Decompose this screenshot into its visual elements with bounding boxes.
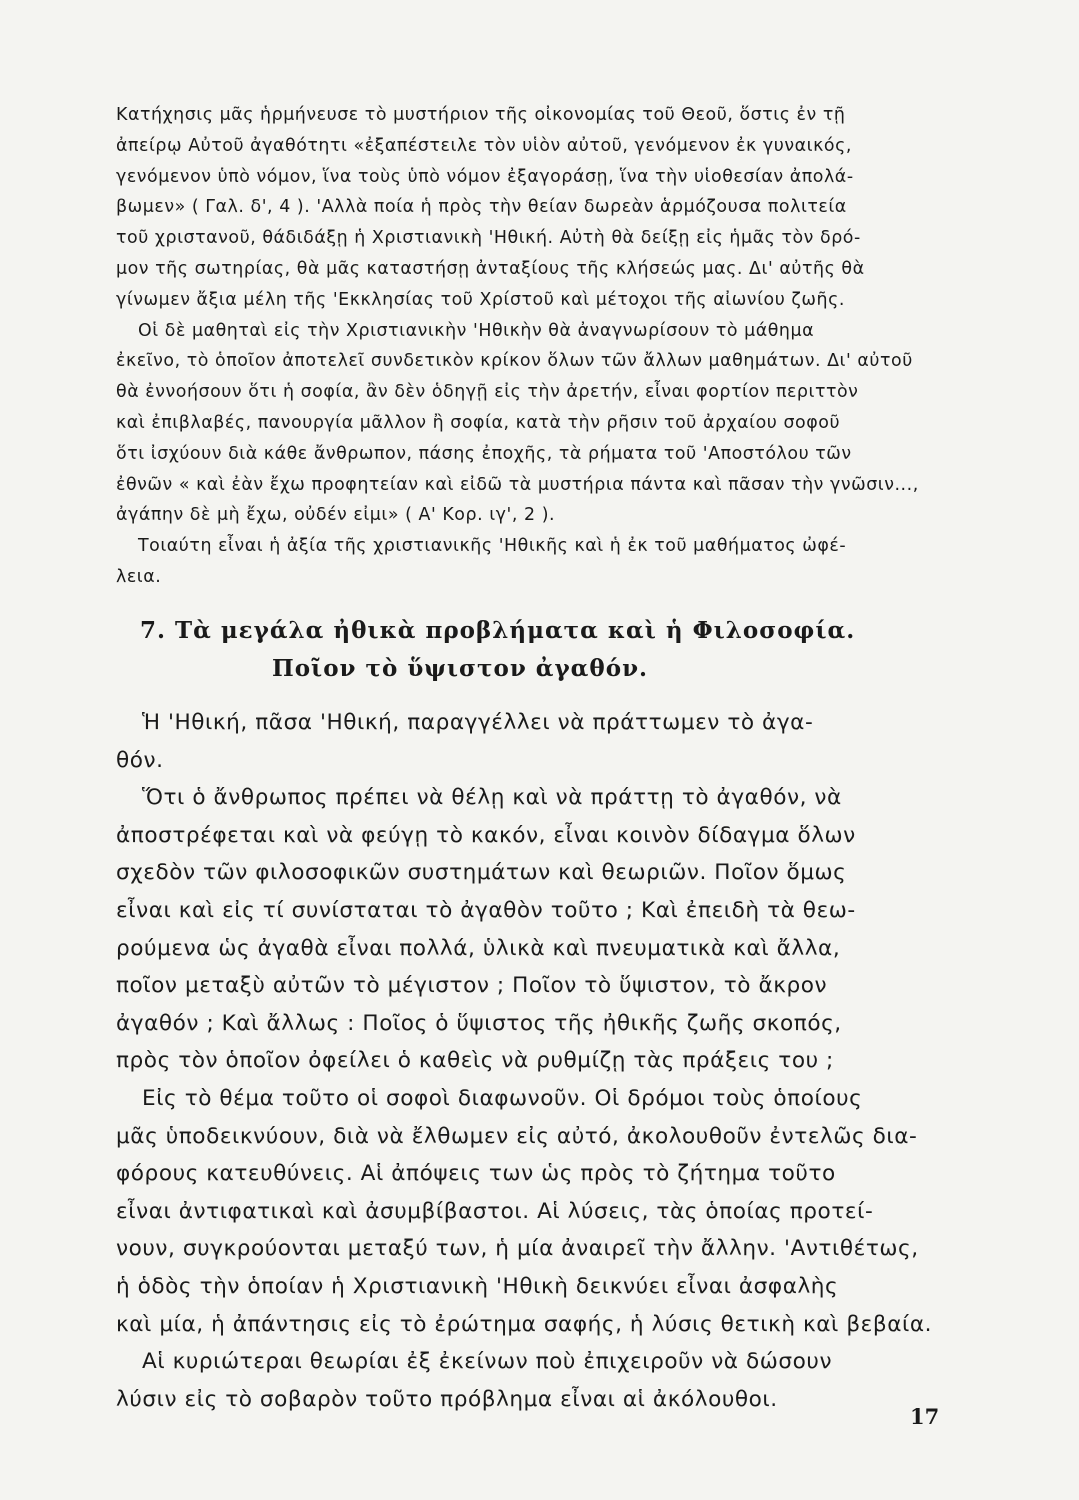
section-heading-line2: Ποῖον τὸ ὕψιστον ἀγαθόν. xyxy=(272,655,649,682)
body-line: εἶναι ἀντιφατικαὶ καὶ ἀσυμβίβαστοι. Αἱ λύσεις, τὰς ὁποίας προτεί- xyxy=(116,1198,874,1224)
body-line: θόν. xyxy=(116,747,164,773)
section-heading-line1: 7. Τὰ μεγάλα ἠθικὰ προβλήματα καὶ ἡ Φιλοσοφία. xyxy=(140,617,856,644)
intro-line: Τοιαύτη εἶναι ἡ ἀξία τῆς χριστιανικῆς 'Ηθικῆς καὶ ἡ ἐκ τοῦ μαθήματος ὠφέ- xyxy=(138,536,847,557)
intro-line: Κατήχησις μᾶς ἡρμήνευσε τὸ μυστήριον τῆς οἰκονομίας τοῦ Θεοῦ, ὅστις ἐν τῇ xyxy=(116,105,846,125)
body-line: ἀποστρέφεται καὶ νὰ φεύγῃ τὸ κακόν, εἶναι κοινὸν δίδαγμα ὅλων xyxy=(116,822,856,848)
intro-section xyxy=(116,100,938,593)
body-line: Αἱ κυριώτεραι θεωρίαι ἐξ ἐκείνων ποὺ ἐπιχειροῦν νὰ δώσουν xyxy=(142,1349,833,1375)
intro-line: θὰ ἐννοήσουν ὅτι ἡ σοφία, ἂν δὲν ὁδηγῇ εἰς τὴν ἀρετήν, εἶναι φορτίον περιττὸν xyxy=(116,382,859,403)
page-number: 17 xyxy=(910,1404,940,1429)
intro-line: ὅτι ἰσχύουν διὰ κάθε ἄνθρωπον, πάσης ἐποχῆς, τὰ ρήματα τοῦ 'Αποστόλου τῶν xyxy=(116,443,852,464)
body-line: λύσιν εἰς τὸ σοβαρὸν τοῦτο πρόβλημα εἶναι αἱ ἀκόλουθοι. xyxy=(116,1386,778,1412)
body-line: ἀγαθόν ; Καὶ ἄλλως : Ποῖος ὁ ὕψιστος τῆς ἠθικῆς ζωῆς σκοπός, xyxy=(116,1010,842,1036)
intro-line: μον τῆς σωτηρίας, θὰ μᾶς καταστήσῃ ἀνταξίους τῆς κλήσεώς μας. Δι' αὐτῆς θὰ xyxy=(116,258,865,279)
body-line: Ὅτι ὁ ἄνθρωπος πρέπει νὰ θέλῃ καὶ νὰ πράττῃ τὸ ἀγαθόν, νὰ xyxy=(142,785,842,811)
body-line: ποῖον μεταξὺ αὐτῶν τὸ μέγιστον ; Ποῖον τὸ ὕψιστον, τὸ ἄκρον xyxy=(116,973,828,999)
intro-line: ἐθνῶν « καὶ ἐὰν ἔχω προφητείαν καὶ εἰδῶ τὰ μυστήρια πάντα καὶ πᾶσαν τὴν γνῶσιν..., xyxy=(116,474,919,495)
body-section xyxy=(116,704,942,1418)
intro-line: βωμεν» ( Γαλ. δ', 4 ). 'Αλλὰ ποία ἡ πρὸς τὴν θείαν δωρεὰν ἁρμόζουσα πολιτεία xyxy=(116,197,847,218)
body-line: Ἡ 'Ηθική, πᾶσα 'Ηθική, παραγγέλλει νὰ πράττωμεν τὸ ἀγα- xyxy=(142,710,814,735)
body-line: ρούμενα ὡς ἀγαθὰ εἶναι πολλά, ὑλικὰ καὶ πνευματικὰ καὶ ἄλλα, xyxy=(116,935,841,961)
body-line: μᾶς ὑποδεικνύουν, διὰ νὰ ἔλθωμεν εἰς αὐτό, ἀκολουθοῦν ἐντελῶς δια- xyxy=(116,1123,918,1149)
section-heading xyxy=(100,612,960,688)
intro-line: γίνωμεν ἄξια μέλη τῆς 'Εκκλησίας τοῦ Χρίστοῦ καὶ μέτοχοι τῆς αἰωνίου ζωῆς. xyxy=(116,289,845,310)
intro-line: ἀπείρῳ Αὐτοῦ ἀγαθότητι «ἐξαπέστειλε τὸν υἱὸν αὐτοῦ, γενόμενον ἐκ γυναικός, xyxy=(116,135,852,156)
body-line: σχεδὸν τῶν φιλοσοφικῶν συστημάτων καὶ θεωριῶν. Ποῖον ὅμως xyxy=(116,860,847,886)
body-line: Εἰς τὸ θέμα τοῦτο οἱ σοφοὶ διαφωνοῦν. Οἱ δρόμοι τοὺς ὁποίους xyxy=(142,1085,863,1111)
intro-line: γενόμενον ὑπὸ νόμον, ἵνα τοὺς ὑπὸ νόμον ἐξαγοράσῃ, ἵνα τὴν υἱοθεσίαν ἀπολά- xyxy=(116,166,854,187)
body-line: εἶναι καὶ εἰς τί συνίσταται τὸ ἀγαθὸν τοῦτο ; Καὶ ἐπειδὴ τὰ θεω- xyxy=(116,897,856,923)
intro-line: λεια. xyxy=(116,566,162,587)
body-line: φόρους κατευθύνεις. Αἱ ἀπόψεις των ὡς πρὸς τὸ ζήτημα τοῦτο xyxy=(116,1161,836,1187)
body-line: ἡ ὁδὸς τὴν ὁποίαν ἡ Χριστιανικὴ 'Ηθικὴ δεικνύει εἶναι ἀσφαλὴς xyxy=(116,1273,839,1299)
intro-line: καὶ ἐπιβλαβές, πανουργία μᾶλλον ἢ σοφία, κατὰ τὴν ρῆσιν τοῦ ἀρχαίου σοφοῦ xyxy=(116,412,841,433)
intro-line: ἀγάπην δὲ μὴ ἔχω, οὐδέν εἰμι» ( Α' Κορ. ιγ', 2 ). xyxy=(116,505,556,526)
intro-line: ἐκεῖνο, τὸ ὁποῖον ἀποτελεῖ συνδετικὸν κρίκον ὅλων τῶν ἄλλων μαθημάτων. Δι' αὐτοῦ xyxy=(116,351,913,372)
intro-line: τοῦ χριστανοῦ, θάδιδάξῃ ἡ Χριστιανικὴ 'Ηθική. Αὐτὴ θὰ δείξῃ εἰς ἡμᾶς τὸν δρό- xyxy=(116,228,861,249)
body-line: νουν, συγκρούονται μεταξύ των, ἡ μία ἀναιρεῖ τὴν ἄλλην. 'Αντιθέτως, xyxy=(116,1236,919,1262)
body-line: καὶ μία, ἡ ἀπάντησις εἰς τὸ ἐρώτημα σαφής, ἡ λύσις θετικὴ καὶ βεβαία. xyxy=(116,1311,933,1337)
intro-line: Οἱ δὲ μαθηταὶ εἰς τὴν Χριστιανικὴν 'Ηθικὴν θὰ ἀναγνωρίσουν τὸ μάθημα xyxy=(138,320,815,341)
body-line: πρὸς τὸν ὁποῖον ὀφείλει ὁ καθεὶς νὰ ρυθμίζῃ τὰς πράξεις του ; xyxy=(116,1048,834,1074)
